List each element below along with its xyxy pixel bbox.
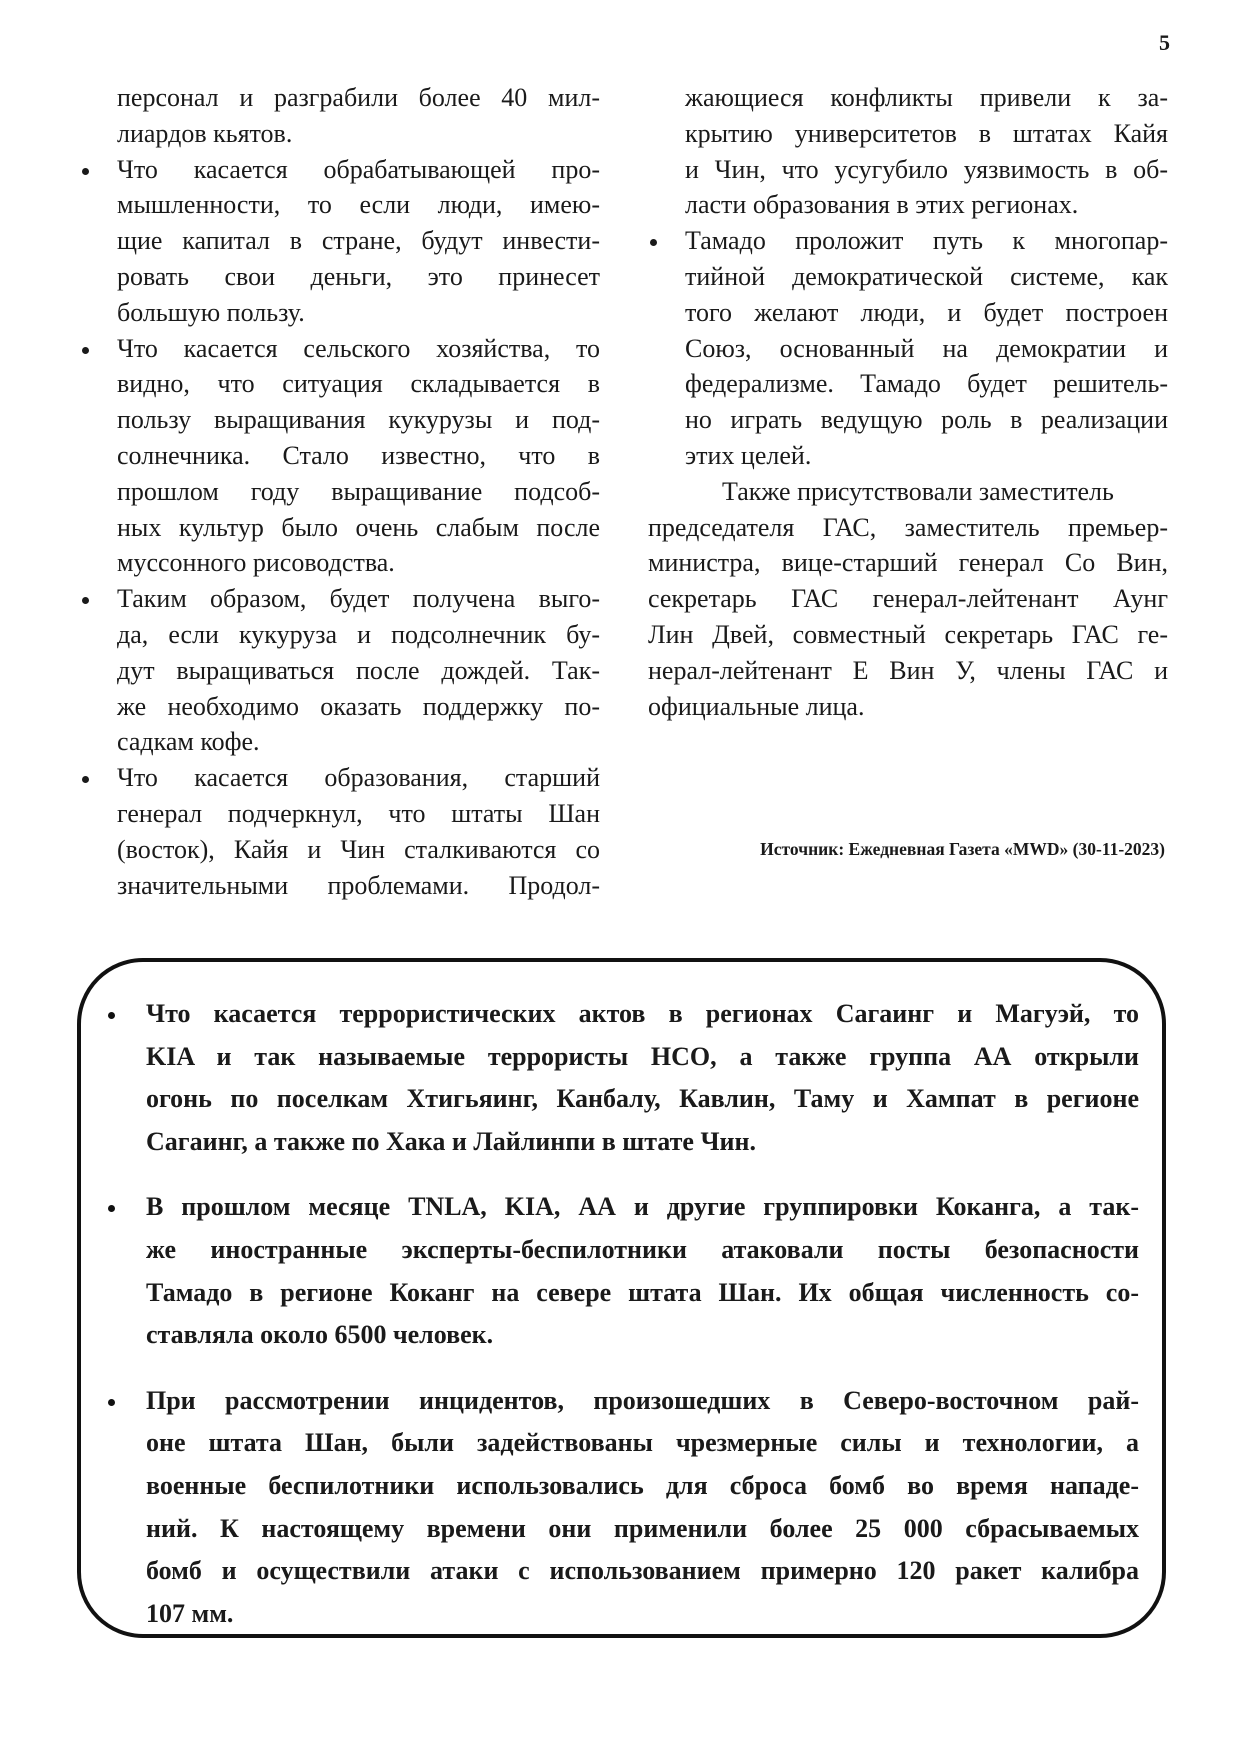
text-line: председателя ГАС, заместитель премьер- [648,512,1168,542]
text-line: дут выращиваться после дождей. Так- [117,655,600,685]
text-line: крытию университетов в штатах Кайя [685,118,1168,148]
text-line: садкам кофе. [117,727,260,757]
box-text-line: огонь по поселкам Хтигьяинг, Канбалу, Кавлин, Таму и Хампат в регионе [146,1084,1139,1114]
text-line: ласти образования в этих регионах. [685,190,1079,220]
source-citation: Источник: Ежедневная Газета «MWD» (30-11-2023) [760,839,1165,859]
bullet-line: Таким образом, будет получена выго- [80,581,600,617]
text-line: большую пользу. [117,297,305,327]
text-line: но играть ведущую роль в реализации [685,405,1168,435]
box-text-line: бомб и осуществили атаки с использованием примерно 120 ракет калибра [146,1556,1139,1586]
box-text-line: Тамадо в регионе Коканг на севере штата Шан. Их общая численность со- [146,1277,1139,1307]
box-bullet-line: В прошлом месяце TNLA, KIA, АА и другие группировки Коканга, а так- [104,1186,1139,1229]
text-line: федерализме. Тамадо будет решитель- [685,369,1168,399]
box-text-line: 107 мм. [146,1598,234,1628]
text-line: этих целей. [685,440,812,470]
text-line: же необходимо оказать поддержку по- [117,691,600,721]
box-bullet-line: Что касается террористических актов в регионах Сагаинг и Магуэй, то [104,993,1139,1036]
text-line: мышленности, то если люди, имею- [117,190,600,220]
bullet-line: Что касается образования, старший [80,760,600,796]
text-line: значительными проблемами. Продол- [117,870,600,900]
box-text-line: KIA и так называемые террористы НСО, а также группа АА открыли [146,1041,1139,1071]
text-line: нерал-лейтенант Е Вин У, члены ГАС и [648,655,1168,685]
text-line: щие капитал в стране, будут инвести- [117,226,600,256]
box-text-line: ний. К настоящему времени они применили более 25 000 сбрасываемых [146,1513,1139,1543]
text-line: официальные лица. [648,691,865,721]
text-line: Союз, основанный на демократии и [685,333,1168,363]
box-bullet-line: При рассмотрении инцидентов, произошедших в Северо-восточном рай- [104,1380,1139,1423]
text-line: того желают люди, и будет построен [685,297,1168,327]
text-line: муссонного рисоводства. [117,548,395,578]
text-line: лиардов кьятов. [117,118,293,148]
text-line: жающиеся конфликты привели к за- [685,83,1168,112]
box-text-line: ставляла около 6500 человек. [146,1320,494,1350]
text-line: и Чин, что усугубило уязвимость в об- [685,154,1168,184]
box-text-line: оне штата Шан, были задействованы чрезмерные силы и технологии, а [146,1428,1139,1458]
box-text-line: Сагаинг, а также по Хака и Лайлинпи в штате Чин. [146,1126,756,1156]
text-line: Также присутствовали заместитель [722,476,1114,506]
right-column [648,80,1168,724]
text-line: видно, что ситуация складывается в [117,369,600,399]
text-line: пользу выращивания кукурузы и под- [117,405,600,435]
text-line: ных культур было очень слабым после [117,512,600,542]
page-number: 5 [1159,30,1170,55]
text-line: персонал и разграбили более 40 мил- [117,83,600,112]
text-line: да, если кукуруза и подсолнечник бу- [117,619,600,649]
left-column [80,80,600,903]
text-line: прошлом году выращивание подсоб- [117,476,600,506]
text-line: тийной демократической системе, как [685,261,1168,291]
box-text-line: военные беспилотники использовались для сброса бомб во время нападе- [146,1470,1139,1500]
text-line: ровать свои деньги, это принесет [117,261,600,291]
text-line: солнечника. Стало известно, что в [117,440,600,470]
text-line: (восток), Кайя и Чин сталкиваются со [117,834,600,864]
bullet-line: Тамадо проложит путь к многопар- [648,223,1168,259]
bullet-line: Что касается обрабатывающей про- [80,152,600,188]
text-line: генерал подчеркнул, что штаты Шан [117,798,600,828]
highlight-box-text [104,993,1139,1635]
box-text-line: же иностранные эксперты-беспилотники атаковали посты безопасности [146,1234,1139,1264]
text-line: Лин Двей, совместный секретарь ГАС ге- [648,619,1168,649]
text-line: секретарь ГАС генерал-лейтенант Аунг [648,584,1168,614]
text-line: министра, вице-старший генерал Со Вин, [648,548,1168,578]
bullet-line: Что касается сельского хозяйства, то [80,331,600,367]
